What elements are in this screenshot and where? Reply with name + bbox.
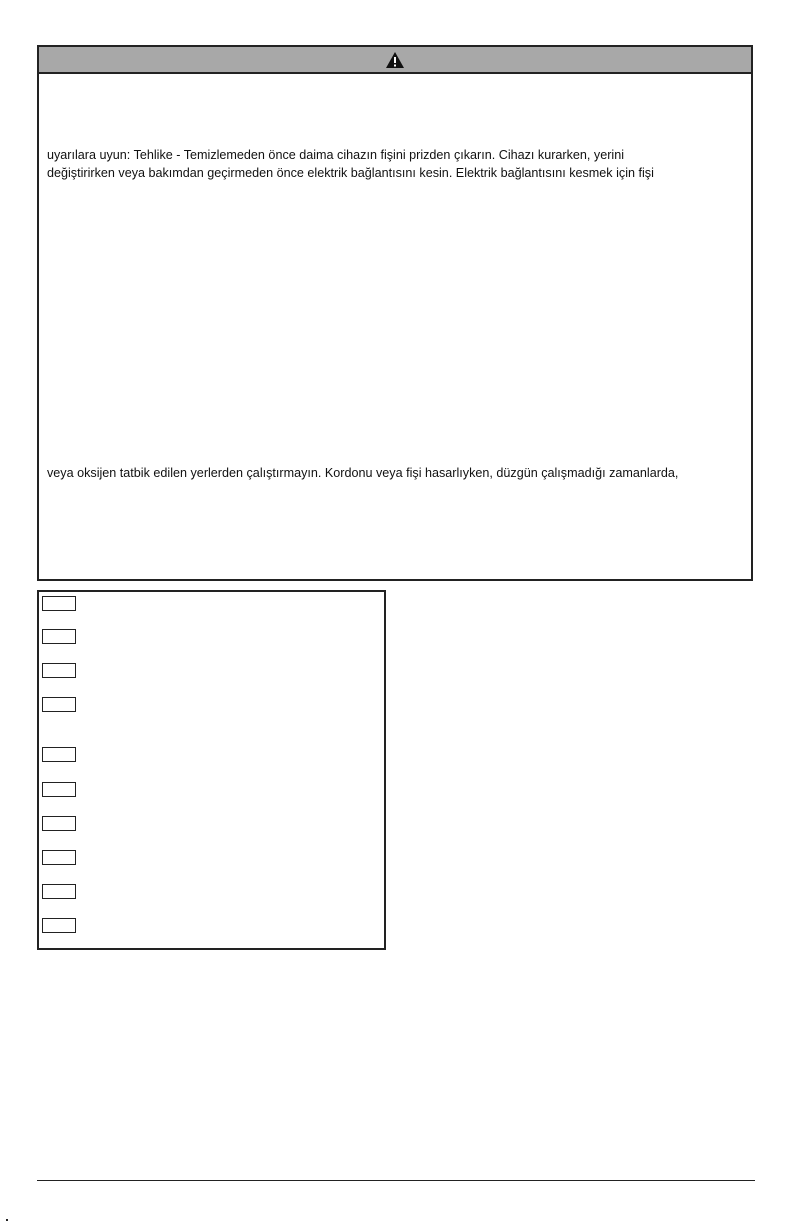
legend-key-box xyxy=(42,629,76,644)
legend-key-box xyxy=(42,884,76,899)
footer-divider xyxy=(37,1180,755,1181)
warning-box xyxy=(37,45,753,581)
legend-key-box xyxy=(42,816,76,831)
warning-header xyxy=(39,47,751,74)
warning-text-line: veya oksijen tatbik edilen yerlerden çalıştırmayın. Kordonu veya fişi hasarlıyken, düzgün çalışmadığı zamanlarda, xyxy=(47,466,679,480)
legend-key-box xyxy=(42,697,76,712)
warning-text-line: değiştirirken veya bakımdan geçirmeden önce elektrik bağlantısını kesin. Elektrik bağlantısını kesmek için fişi xyxy=(47,166,654,180)
page-corner-mark xyxy=(6,1219,8,1221)
warning-text-line: uyarılara uyun: Tehlike - Temizlemeden önce daima cihazın fişini prizden çıkarın. Cihazı kurarken, yerini xyxy=(47,148,625,162)
legend-key-box xyxy=(42,747,76,762)
parts-legend-box xyxy=(37,590,386,950)
legend-key-box xyxy=(42,850,76,865)
warning-triangle-icon xyxy=(385,51,405,69)
legend-key-box xyxy=(42,663,76,678)
legend-key-box xyxy=(42,782,76,797)
legend-key-box xyxy=(42,596,76,611)
legend-key-box xyxy=(42,918,76,933)
